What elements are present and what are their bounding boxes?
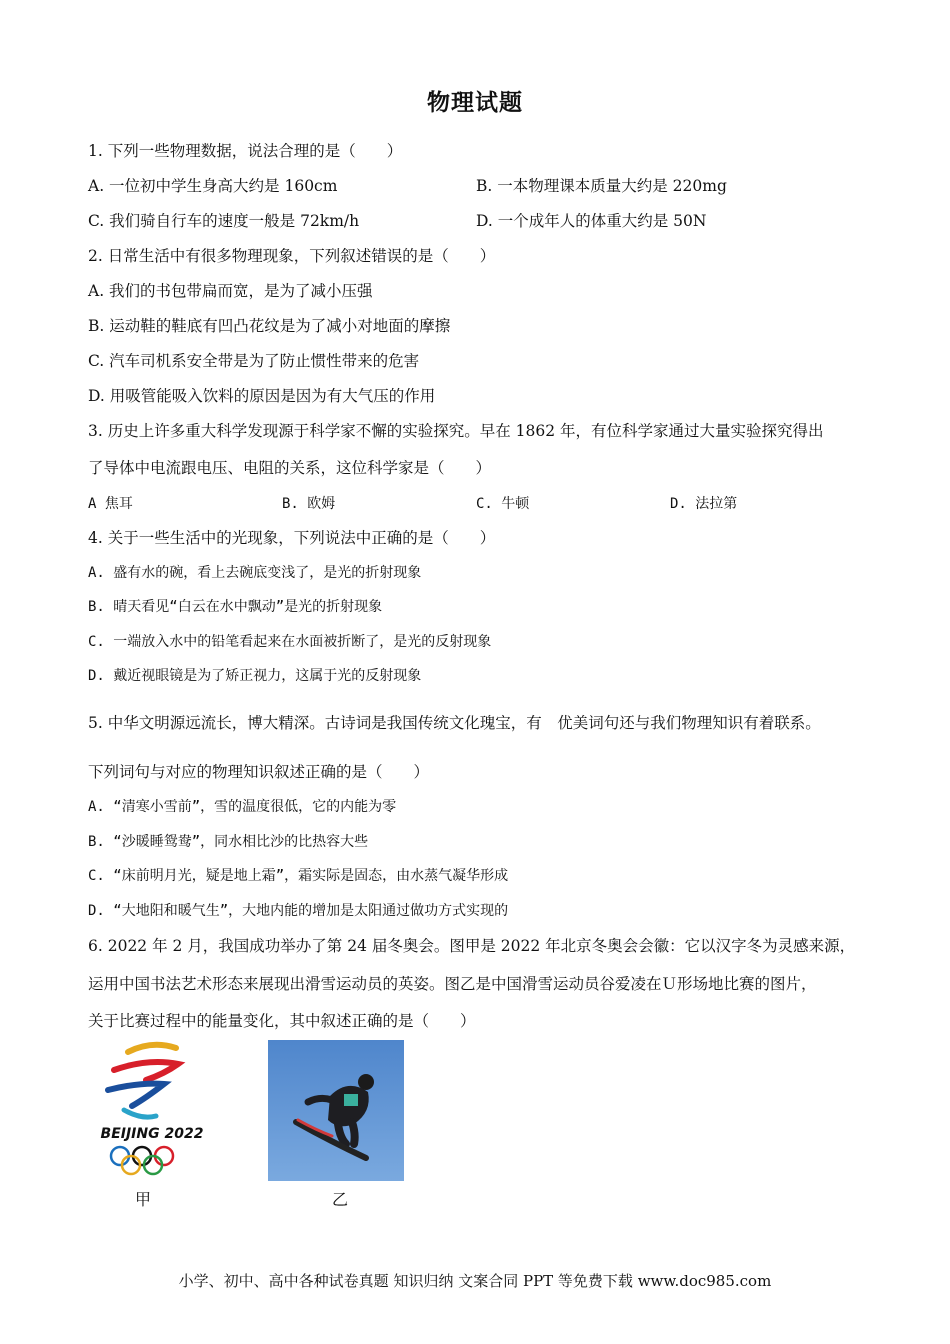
olympic-rings-icon [111,1147,173,1174]
question-6-stem-line-1: 6. 2022 年 2 月，我国成功举办了第 24 届冬奥会。图甲是 2022 年北京冬奥会会徽：它以汉字冬为灵感来源， [88,937,856,955]
snowboarder-photo [268,1040,404,1181]
question-3-stem-line-2: 了导体中电流跟电压、电阻的关系，这位科学家是（ ） [88,459,492,477]
question-2-option-b: B. 运动鞋的鞋底有凹凸花纹是为了减小对地面的摩擦 [88,317,451,335]
question-5-option-d: D. “大地阳和暖气生”，大地内能的增加是太阳通过做功方式实现的 [88,903,509,919]
question-3-option-c: C. 牛顿 [476,496,530,512]
question-1-option-b: B. 一本物理课本质量大约是 220mg [476,177,727,195]
question-1-option-c: C. 我们骑自行车的速度一般是 72km/h [88,212,360,230]
question-4-stem: 4. 关于一些生活中的光现象，下列说法中正确的是（ ） [88,529,496,547]
page-title: 物理试题 [427,89,523,116]
question-1-option-a: A. 一位初中学生身高大约是 160cm [88,177,338,195]
question-1-stem: 1. 下列一些物理数据，说法合理的是（ ） [88,142,403,160]
question-2-option-c: C. 汽车司机系安全带是为了防止惯性带来的危害 [88,352,420,370]
question-4-option-a: A. 盛有水的碗，看上去碗底变浅了，是光的折射现象 [88,565,422,581]
question-4-option-d: D. 戴近视眼镜是为了矫正视力，这属于光的反射现象 [88,668,422,684]
question-3-option-d: D. 法拉第 [670,496,738,512]
page-footer: 小学、初中、高中各种试卷真题 知识归纳 文案合同 PPT 等免费下载 www.doc985.com [178,1272,772,1290]
question-2-stem: 2. 日常生活中有很多物理现象，下列叙述错误的是（ ） [88,247,496,265]
question-3-option-b: B. 欧姆 [282,496,336,512]
emblem-stroke-teal [124,1110,156,1117]
figure-jia-caption: 甲 [135,1190,152,1209]
question-5-option-c: C. “床前明月光，疑是地上霜”，霜实际是固态，由水蒸气凝华形成 [88,868,509,884]
emblem-stroke-red [114,1062,178,1080]
beijing-2022-emblem [94,1040,210,1182]
question-5-stem-line-1: 5. 中华文明源远流长，博大精深。古诗词是我国传统文化瑰宝，有 优美词句还与我们物理知识有着联系。 [88,714,821,732]
question-4-option-b: B. 晴天看见“白云在水中飘动”是光的折射现象 [88,599,383,615]
question-6-stem-line-3: 关于比赛过程中的能量变化，其中叙述正确的是（ ） [88,1012,476,1030]
question-4-option-c: C. 一端放入水中的铅笔看起来在水面被折断了，是光的反射现象 [88,634,492,650]
question-1-option-d: D. 一个成年人的体重大约是 50N [476,212,707,230]
question-2-option-d: D. 用吸管能吸入饮料的原因是因为有大气压的作用 [88,387,436,405]
question-5-option-a: A. “清寒小雪前”，雪的温度很低，它的内能为零 [88,799,397,815]
emblem-text: BEIJING 2022 [100,1126,204,1142]
question-2-option-a: A. 我们的书包带扁而宽，是为了减小压强 [88,282,373,300]
question-3-stem-line-1: 3. 历史上许多重大科学发现源于科学家不懈的实验探究。早在 1862 年，有位科学家通过大量实验探究得出 [88,422,824,440]
question-6-stem-line-2: 运用中国书法艺术形态来展现出滑雪运动员的英姿。图乙是中国滑雪运动员谷爱凌在Ｕ形场地比赛的图片， [88,975,817,993]
question-3-option-a: A 焦耳 [88,496,133,512]
emblem-stroke-gold [128,1045,176,1052]
emblem-stroke-blue [108,1084,164,1106]
question-5-option-b: B. “沙暖睡鸳鸯”，同水相比沙的比热容大些 [88,834,369,850]
question-5-stem-line-2: 下列词句与对应的物理知识叙述正确的是（ ） [88,763,430,781]
figure-yi-caption: 乙 [332,1190,349,1209]
